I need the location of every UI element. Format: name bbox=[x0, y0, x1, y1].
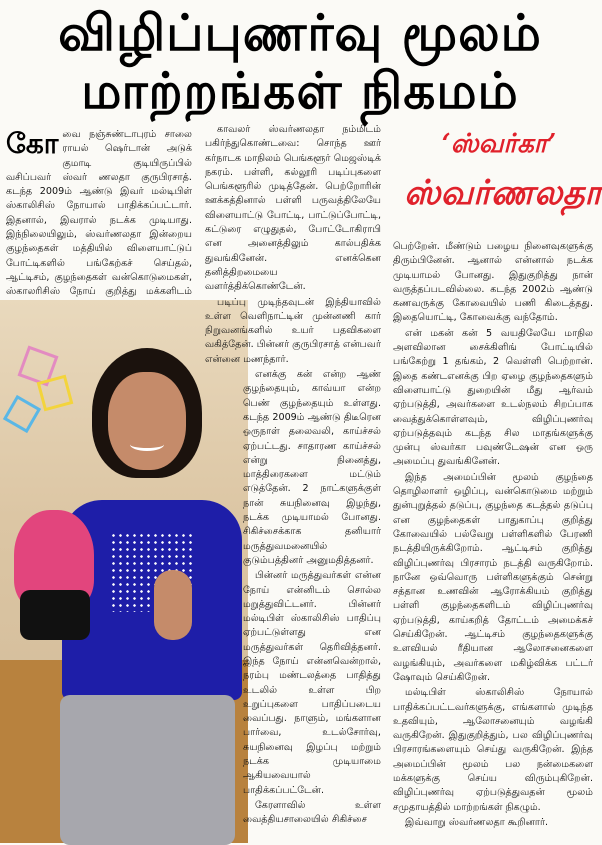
headline bbox=[0, 0, 600, 120]
paragraph: காவலர் ஸ்வர்ணலதா நம்மிடம் பகிர்ந்துகொண்டவை: சொந்த ஊர் கர்நாடக மாநிலம் பெங்களூர் மெஜஸ்டிக் நகரம். பள்ளி, கல்லூரி படிப்புகளை பெங்களூரில் முடித்தேன். பெற்றோரின் ஊக்கத்தினால் பள்ளி பருவத்திலேயே விளையாட்டு போட்டி, பாட்டுப்போட்டி, கட்டுரை எழுதுதல், போட்டோகிராபி என அனைத்திலும் கால்பதிக்க துவங்கினேன். எனக்கென தனித்திறமையை வளர்த்திக்கொண்டேன். bbox=[205, 124, 381, 293]
closing-line: இவ்வாறு ஸ்வர்ணலதா கூறினார். bbox=[405, 816, 549, 828]
raised-hand bbox=[154, 570, 192, 640]
paragraph: படிப்பு முடிந்தவுடன் இந்தியாவில் உள்ள வெளிநாட்டின் முன்னணி கார் நிறுவனங்களில் உயர் பதவிகளை வகித்தேன். பின்னர் குருபிரசாத் என்பவர் என்னை மணந்தார். bbox=[205, 296, 381, 365]
headline-line-1: விழிப்புணர்வு மூலம் bbox=[58, 4, 542, 62]
paragraph: இந்த அமைப்பின் மூலம் குழந்தை தொழிலாளர் ஒழிப்பு, வன்கொடுமை மற்றும் துன்புறுத்தல் தடுப்பு, குழந்தை கடத்தல் தடுப்பு என குழந்தைகள் பாதுகாப்பு குறித்து கோவையில் பல்வேறு பள்ளிகளில் பேரணி நடத்தியிருக்கிறோம். ஆட்டிசம் குறித்து விழிப்புணர்வு பிரசாரம் நடத்தி வருகிறோம். நானே ஒவ்வொரு பள்ளிகளுக்கும் சென்று சத்தான உணவின் ஆரோக்கியம் குறித்து பள்ளி குழந்தைகளிடம் விழிப்புணர்வு ஏற்படுத்தி, காய்கறித் தோட்டம் அமைக்கச் செய்கிறேன். ஆட்டிசம் குழந்தைகளுக்கு உளவியல் ரீதியான ஆலோசனைகளை வழங்கியும், அவர்களை மகிழ்விக்க பட்டர் ஷோவும் செய்கிறேன். bbox=[393, 471, 593, 683]
paragraph: பெற்றேன். மீண்டும் பழைய நினைவுகளுக்கு திரும்பினேன். ஆனால் என்னால் நடக்க முடியாமல் போனது. இதுகுறித்து நான் வருத்தப்படவில்லை. கடந்த 2002ம் ஆண்டு கணவருக்கு கோவையில் பணி கிடைத்தது. இதையொட்டி, கோவைக்கு வந்தோம். bbox=[393, 241, 593, 324]
lead-text: வை நஞ்சுண்டாபுரம் சாலை ராயல் ஷெர்டான் அடுக் குமாடி குடியிருப்பில் வசிப்பவர் ஸ்வர் ணலதா குருபிரசாத். கடந்த 2009ம் ஆண்டு இவர் மல்டிபிள் ஸ்காலிசிஸ் நோயால் பாதிக்கப்பட்டார். இதனால், இவரால் நடக்க முடியாது. இந்நிலையிலும், ஸ்வர்ணலதா இன்றைய குழந்தைகள் மத்தியில் விளையாட்டுப் போட்டிகளில் பங்கேற்கச் செய்தல், ஆட்டிசம், குழந்தைகள் வன்கொடுமைகள், ஸ்காலரிசிஸ் நோய் குறித்து மக்களிடம் bbox=[6, 129, 192, 298]
pull-quote-line-1: ‘ஸ்வர்கா’ bbox=[441, 129, 557, 159]
wall-frame-decor bbox=[3, 395, 41, 433]
drop-cap: கோ bbox=[6, 127, 59, 160]
paragraph: மல்டிபிள் ஸ்காலிசிஸ் நோயால் பாதிக்கப்பட்டவர்களுக்கு, எங்களால் முடிந்த உதவியும், ஆலோசனையும் வழங்கி வருகிறேன். இதுகுறித்தும், பல விழிப்புணர்வு பிரசாரங்களையும் செய்து வருகிறேன். இந்த அமைப்பின் மூலம் பல நன்மைகளை மக்களுக்கு செய்ய விரும்புகிறேன். விழிப்புணர்வு ஏற்படுத்துவதன் மூலம் சமுதாயத்தில் மாற்றங்கள் நிகழும். bbox=[393, 687, 593, 813]
paragraph: கேரளாவில் உள்ள வைத்தியசாலையில் சிகிச்சை bbox=[243, 799, 381, 826]
paragraph: பின்னர் மருத்துவர்கள் என்ன நோய் என்னிடம் சொல்ல மறுத்துவிட்டனர். பின்னர் மல்டிபிள் ஸ்காலிசிஸ் பாதிப்பு ஏற்பட்டுள்ளது என மருத்துவர்கள் தெரிவித்தனர். இந்த நோய் என்னவென்றால், நரம்பு மண்டலத்தை பாதித்து உடலில் உள்ள பிற உறுப்புகளை பாதிப்படைய வைப்பது. நாளும், மங்களான பார்வை, உடல்சோர்வு, சுயநினைவு இழப்பு மற்றும் நடக்க முடியாமை ஆகியவையால் பாதிக்கப்பட்டேன். bbox=[243, 570, 381, 796]
pull-quote-line-2: ஸ்வர்ணலதா bbox=[404, 173, 602, 213]
article-column-3 bbox=[393, 240, 593, 843]
column-2-upper bbox=[205, 123, 381, 367]
wall-frame-decor bbox=[37, 375, 74, 412]
pull-quote bbox=[404, 122, 602, 234]
headline-line-2: மாற்றங்கள் நிகமம் bbox=[81, 62, 519, 120]
lead-paragraph bbox=[6, 128, 192, 314]
article-column-2 bbox=[205, 123, 381, 843]
puppet-body bbox=[20, 590, 90, 640]
article-column-1 bbox=[6, 128, 192, 300]
column-2-lower bbox=[243, 368, 381, 828]
paragraph: எனக்கு கன் என்ற ஆண் குழந்தையும், காவ்யா என்ற பெண் குழந்தையும் உள்ளது. கடந்த 2009ம் ஆண்டு திடீரென ஒருநாள் தலைவலி, காய்ச்சல் ஏற்பட்டது. சாதாரண காய்ச்சல் என்று நினைத்து, மாத்திரைகளை மட்டும் எடுத்தேன். 2 நாட்களுக்குள் நான் சுயநினைவு இழந்து, நடக்க முடியாமல் போனது. சிகிச்சைக்காக தனியார் மருத்துவமனையில் குடும்பத்தினர் அனுமதித்தனர். bbox=[243, 369, 381, 566]
face bbox=[108, 372, 186, 470]
smile bbox=[130, 438, 164, 451]
paragraph: என் மகன் கன் 5 வயதிலேயே மாநில அளவிலான சைக்கிளிங் போட்டியில் பங்கேற்று 1 தங்கம், 2 வெள்ளி பெற்றான். இதை கண்டஎனக்கு பிற ஏழை குழந்தைகளும் விளையாட்டு துறையின் மீது ஆர்வம் ஏற்படுத்தி, அவர்களை உடல்நலம் சிறப்பாக வைத்துக்கொள்ளவும், விழிப்புணர்வு ஏற்படுத்தவும் கடந்த சில மாதங்களுக்கு முன்பு ஸ்வர்கா பவுண்டேஷன் என ஒரு அமைப்பு துவங்கினேன். bbox=[393, 327, 593, 468]
